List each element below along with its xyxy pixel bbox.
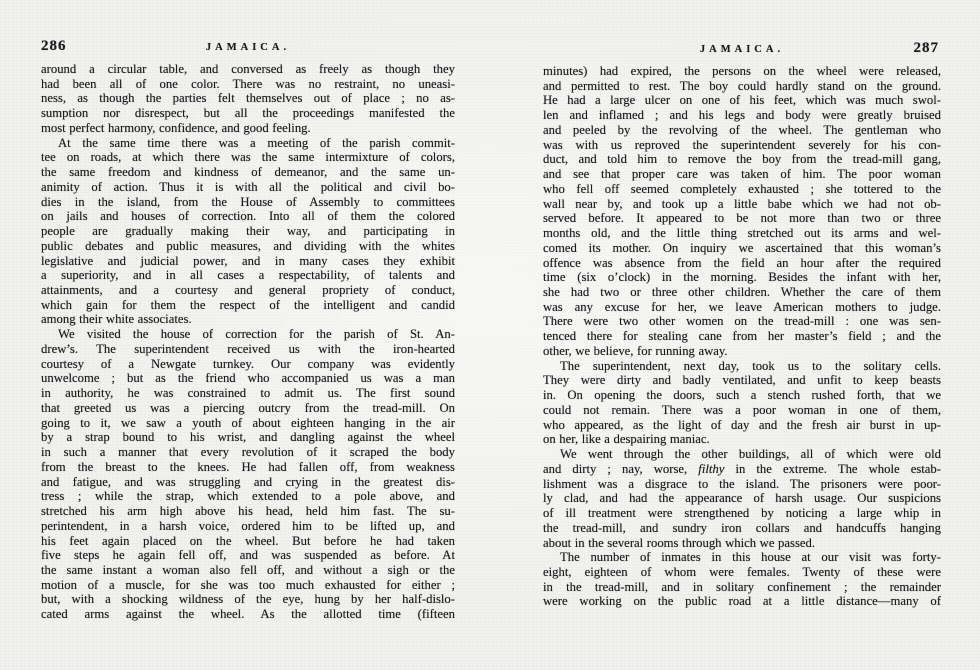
text-line: his feet again placed on the wheel. But before he had taken (41, 533, 455, 548)
text-line: five steps he again fell off, and was suspended as before. At (41, 548, 455, 563)
text-line: public debates and public measures, and dividing with the whites (41, 238, 455, 253)
text-line: but, with a shocking wildness of the eye, hung by her half-dislo- (41, 592, 455, 607)
page-287 (543, 40, 941, 609)
text-line: ly clad, and had the appearance of harsh usage. Our suspicions (543, 491, 941, 506)
text-line: dies in the island, from the House of Assembly to committees (41, 194, 455, 209)
page-body (543, 64, 941, 609)
text-line: she had two or three other children. Whether the care of them (543, 285, 941, 300)
text-line: on her, like a despairing maniac. (543, 432, 710, 447)
text-line: legislative and judicial power, and in many cases they exhibit (41, 253, 455, 268)
text-line: The superintendent, next day, took us to the solitary cells. (560, 358, 941, 373)
text-line: most perfect harmony, confidence, and good feeling. (41, 120, 311, 135)
text-line: tee on roads, at which there was the same intermixture of colors, (41, 150, 455, 165)
text-line: motion of a muscle, for she was too much exhausted for either ; (41, 577, 455, 592)
text-line: and dirty ; nay, worse, filthy in the extreme. The whole estab- (543, 461, 941, 476)
text-line: drew’s. The superintendent received us with the iron-hearted (41, 341, 455, 356)
text-line: was any excuse for her, we leave American mothers to judge. (543, 299, 941, 314)
page-header (41, 38, 455, 62)
running-head: JAMAICA. (205, 42, 291, 53)
text-line: We went through the other buildings, all of which were old (560, 447, 941, 462)
text-line: the tread-mill, and sundry iron collars and handcuffs hanging (543, 520, 941, 535)
text-line: unwelcome ; but as the friend who accompanied us was a man (41, 371, 455, 386)
text-line: animity of action. Thus it is with all the political and civil bo- (41, 179, 455, 194)
text-line: cated arms against the wheel. As the allotted time (fifteen (41, 607, 455, 622)
text-line: stretched his arm high above his head, held him fast. The su- (41, 504, 455, 519)
text-line: tress ; while the strap, which extended to a pole above, and (41, 489, 455, 504)
text-line: tenced there for stealing cane from her master’s field ; and the (543, 329, 941, 344)
text-line: people are gradually making their way, and participating in (41, 224, 455, 239)
text-line: of ill treatment were strengthened by noticing a large whip in (543, 506, 941, 521)
text-line: There were two other women on the tread-mill : one was sen- (543, 314, 941, 329)
text-line: duct, and told him to remove the boy from the tread-mill gang, (543, 152, 941, 167)
text-line: eight, eighteen of whom were females. Twenty of these were (543, 564, 941, 579)
text-line: attainments, and a courtesy and general propriety of conduct, (41, 283, 455, 298)
text-line: a superiority, and in all cases a respectability, of talents and (41, 268, 455, 283)
text-line: lishment was a disgrace to the island. The prisoners were poor- (543, 476, 941, 491)
page-number: 286 (41, 38, 67, 54)
text-line: on jails and houses of correction. Into all of them the colored (41, 209, 455, 224)
text-line: served before. It appeared to be not more than two or three (543, 211, 941, 226)
text-line: which gain for them the respect of the intelligent and candid (41, 297, 455, 312)
text-line: in. On opening the doors, such a stench rushed forth, that we (543, 388, 941, 403)
running-head: JAMAICA. (699, 44, 785, 55)
text-line: had been all of one color. There was no restraint, no uneasi- (41, 76, 455, 91)
text-line: We visited the house of correction for the parish of St. An- (58, 327, 455, 342)
text-line: offence was absence from the field an hour after the required (543, 255, 941, 270)
text-line: among their white associates. (41, 312, 192, 327)
text-line: other, we believe, for running away. (543, 343, 728, 358)
text-line: minutes) had expired, the persons on the wheel were released, (543, 64, 941, 78)
text-line: courtesy of a Newgate turnkey. Our company was evidently (41, 356, 455, 371)
text-line: and fatigue, and was struggling and crying in the greatest dis- (41, 474, 455, 489)
text-line: and permitted to rest. The boy could hardly stand on the ground. (543, 78, 941, 93)
text-line: in authority, he was constrained to admit us. The first sound (41, 386, 455, 401)
text-line: At the same time there was a meeting of the parish commit- (58, 135, 455, 150)
page-number: 287 (913, 40, 939, 56)
page-header (543, 40, 941, 64)
text-line: and see that proper care was taken of him. The poor woman (543, 167, 941, 182)
text-line: and peeled by the revolving of the wheel. The gentleman who (543, 122, 941, 137)
text-line: months old, and the little thing stretched out its arms and wel- (543, 226, 941, 241)
text-line: len and inflamed ; and his legs and body were greatly bruised (543, 108, 941, 123)
text-line: by a strap bound to his wrist, and dangling against the wheel (41, 430, 455, 445)
text-line: were working on the public road at a little distance—many of (543, 594, 941, 609)
text-line: comed its mother. On inquiry we ascertained that this woman’s (543, 240, 941, 255)
text-line: could not remain. There was a poor woman in one of them, (543, 402, 941, 417)
text-line: the same instant a woman also fell off, and without a sigh or the (41, 562, 455, 577)
text-line: sumption nor disrespect, but all the proceedings manifested the (41, 106, 455, 121)
text-line: in such a manner that every revolution of it scraped the body (41, 445, 455, 460)
text-line: The number of inmates in this house at our visit was forty- (560, 550, 941, 565)
text-line: going to it, we saw a youth of about eighteen hanging in the air (41, 415, 455, 430)
text-line: was with us reproved the superintendent severely for his con- (543, 137, 941, 152)
text-line: time (six o’clock) in the morning. Besides the infant with her, (543, 270, 941, 285)
text-line: that greeted us was a piercing outcry from the tread-mill. On (41, 400, 455, 415)
text-line: around a circular table, and conversed as freely as though they (41, 62, 455, 76)
text-line: wall near by, and took up a little babe which we had not ob- (543, 196, 941, 211)
text-line: perintendent, in a harsh voice, ordered him to be lifted up, and (41, 518, 455, 533)
text-line: about in the several rooms through which we passed. (543, 535, 816, 550)
text-line: from the breast to the knees. He had fallen off, from weakness (41, 459, 455, 474)
text-line: ness, as though the parties felt themselves out of place ; no as- (41, 91, 455, 106)
text-line: who fell off seemed completely exhausted ; she tottered to the (543, 181, 941, 196)
page-286 (41, 38, 455, 622)
text-line: who appeared, as the light of day and the fresh air burst in up- (543, 417, 941, 432)
text-line: in the tread-mill, and in solitary confinement ; the remainder (543, 579, 941, 594)
page-body (41, 62, 455, 622)
text-line: He had a large ulcer on one of his feet, which was much swol- (543, 93, 941, 108)
text-line: They were dirty and badly ventilated, and unfit to keep beasts (543, 373, 941, 388)
text-line: the same freedom and kindness of demeanor, and the same un- (41, 165, 455, 180)
